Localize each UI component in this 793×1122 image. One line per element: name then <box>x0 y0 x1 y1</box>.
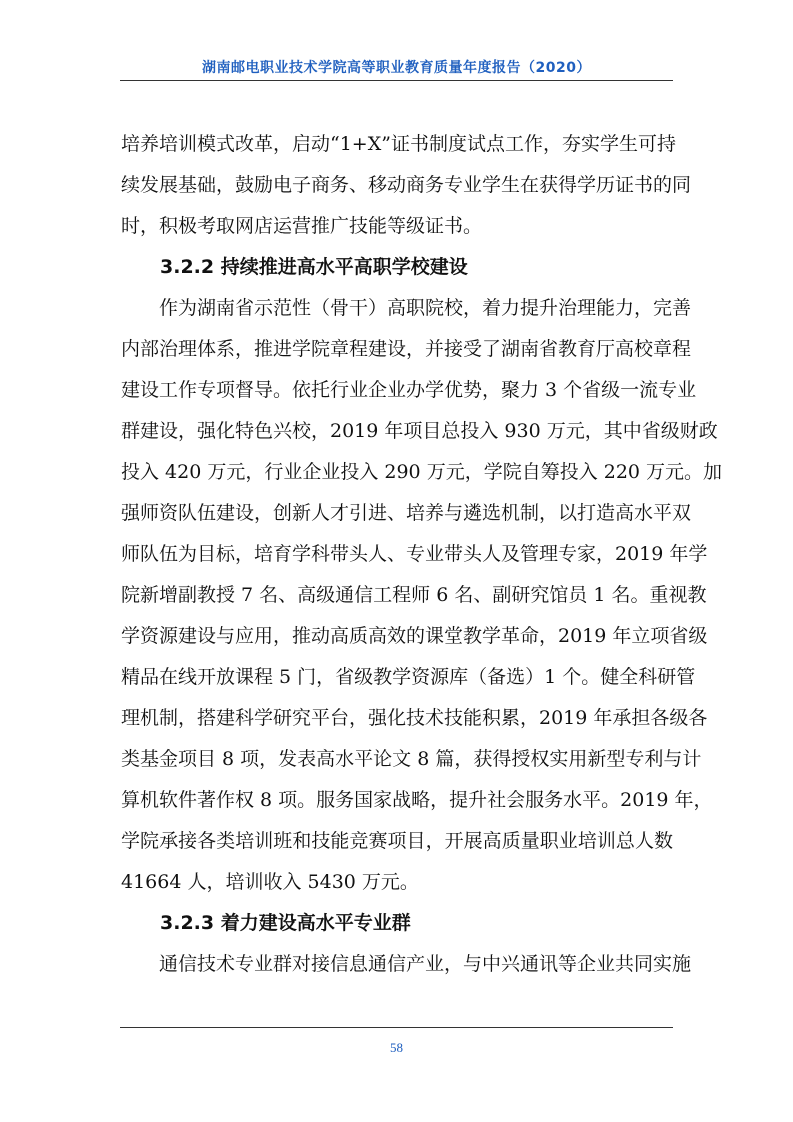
section-heading-3-2-3: 3.2.3 着力建设高水平专业群 <box>160 912 411 934</box>
footer-rule <box>120 1027 673 1028</box>
text-line: 群建设，强化特色兴校，2019 年项目总投入 930 万元，其中省级财政 <box>121 420 718 442</box>
text-line: 理机制，搭建科学研究平台，强化技术技能积累，2019 年承担各级各 <box>121 707 708 729</box>
text-line: 精品在线开放课程 5 门，省级教学资源库（备选）1 个。健全科研管 <box>121 666 696 688</box>
text-line: 内部治理体系，推进学院章程建设，并接受了湖南省教育厅高校章程 <box>121 338 692 360</box>
section-heading-3-2-2: 3.2.2 持续推进高水平高职学校建设 <box>160 256 468 278</box>
paragraph-professional-group <box>121 944 692 985</box>
text-line: 师队伍为目标，培育学科带头人、专业带头人及管理专家，2019 年学 <box>121 543 708 565</box>
paragraph-high-level-school <box>121 288 723 903</box>
header-rule <box>120 80 673 81</box>
page-number: 58 <box>390 1040 403 1055</box>
running-header: 湖南邮电职业技术学院高等职业教育质量年度报告（2020） <box>202 60 591 76</box>
text-line: 院新增副教授 7 名、高级通信工程师 6 名、副研究馆员 1 名。重视教 <box>121 584 707 606</box>
text-line: 类基金项目 8 项，发表高水平论文 8 篇，获得授权实用新型专利与计 <box>121 748 702 770</box>
text-line: 强师资队伍建设，创新人才引进、培养与遴选机制，以打造高水平双 <box>121 502 692 524</box>
text-line: 作为湖南省示范性（骨干）高职院校，着力提升治理能力，完善 <box>159 297 692 319</box>
text-line: 建设工作专项督导。依托行业企业办学优势，聚力 3 个省级一流专业 <box>121 379 697 401</box>
text-line: 算机软件著作权 8 项。服务国家战略，提升社会服务水平。2019 年， <box>121 789 713 811</box>
text-line: 培养培训模式改革，启动“1+X”证书制度试点工作，夯实学生可持 <box>121 133 676 155</box>
text-line: 通信技术专业群对接信息通信产业，与中兴通讯等企业共同实施 <box>159 953 692 975</box>
text-line: 时，积极考取网店运营推广技能等级证书。 <box>121 215 483 237</box>
text-line: 续发展基础，鼓励电子商务、移动商务专业学生在获得学历证书的同 <box>121 174 692 196</box>
paragraph-continued <box>121 124 692 247</box>
page-body <box>121 124 723 985</box>
text-line: 投入 420 万元，行业企业投入 290 万元，学院自筹投入 220 万元。加 <box>121 461 723 483</box>
text-line: 学院承接各类培训班和技能竞赛项目，开展高质量职业培训总人数 <box>121 830 673 852</box>
text-line: 41664 人，培训收入 5430 万元。 <box>121 871 419 893</box>
text-line: 学资源建设与应用，推动高质高效的课堂教学革命，2019 年立项省级 <box>121 625 708 647</box>
